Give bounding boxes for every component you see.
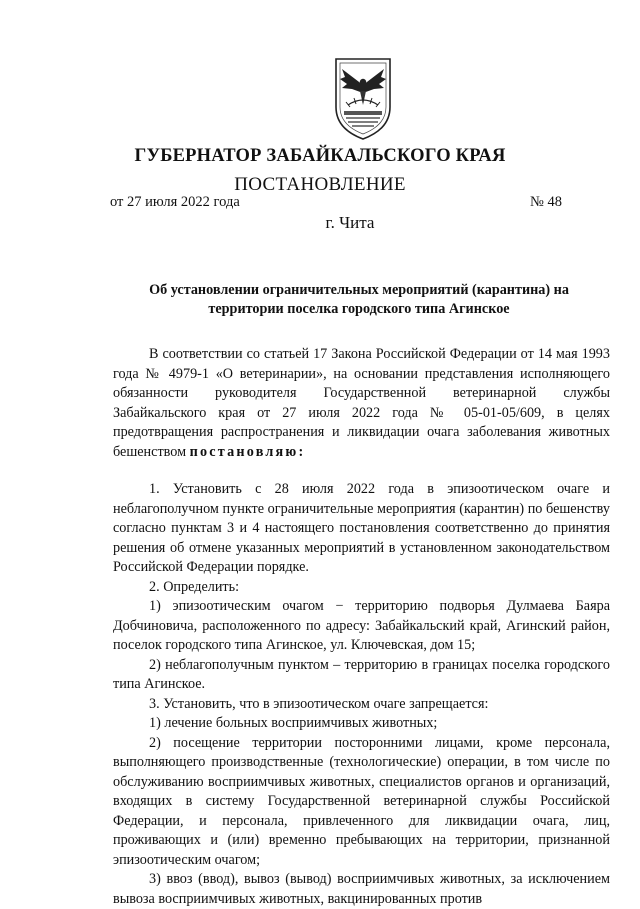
clause-3-1: 1) лечение больных восприимчивых животных;	[149, 715, 438, 731]
clause-2-2: 2) неблагополучным пунктом – территорию в границах поселка городского типа Агинское.	[113, 656, 610, 692]
document-number: № 48	[530, 194, 562, 210]
coat-of-arms-emblem	[328, 55, 398, 141]
document-type: ПОСТАНОВЛЕНИЕ	[234, 174, 406, 195]
decree-word: постановляю:	[189, 443, 306, 460]
clause-2: 2. Определить:	[149, 578, 240, 595]
document-city: г. Чита	[325, 213, 375, 232]
preamble-text: В соответствии со статьей 17 Закона Российской Федерации от 14 мая 1993 года № 4979-1 «О ветеринарии», на основании представления исполняющего обязанности руководителя Государственной ветеринарной службы Забайкальского края от 27 июля 2022 года № 05-01-05/609, в целях предотвращения распространения и ликвидации очага заболевания животных бешенством	[113, 346, 610, 460]
clause-3: 3. Установить, что в эпизоотическом очаге запрещается:	[149, 695, 489, 712]
issuer-title: ГУБЕРНАТОР ЗАБАЙКАЛЬСКОГО КРАЯ	[134, 146, 506, 166]
clause-2-1: 1) эпизоотическим очагом − территорию подворья Дулмаева Баяра Добчиновича, расположенного по адресу: Забайкальский край, Агинский район, поселок городского типа Агинское, ул. Ключевская, дом 15;	[113, 598, 610, 653]
document-body	[113, 345, 610, 909]
clause-3-3: 3) ввоз (ввод), вывоз (вывод) восприимчивых животных, за исключением вывоза восприимчивых животных, вакцинированных против	[113, 871, 610, 907]
document-subject: Об установлении ограничительных мероприятий (карантина) на территории поселка городского типа Агинское	[149, 282, 569, 317]
document-date: от 27 июля 2022 года	[110, 194, 240, 210]
clause-1: 1. Установить с 28 июля 2022 года в эпизоотическом очаге и неблагополучном пункте ограничительные мероприятия (карантин) по бешенству согласно пунктам 3 и 4 настоящего постановления соответственно до принятия решения об отмене указанных мероприятий в установленном законодательством Российской Федерации порядке.	[113, 481, 610, 575]
preamble-paragraph	[113, 345, 610, 462]
clause-3-2: 2) посещение территории посторонними лицами, кроме персонала, выполняющего производственные (технологические) операции, в том числе по обслуживанию восприимчивых животных, специалистов органов и организаций, входящих в систему Государственной ветеринарной службы Российской Федерации, и персонала, привлеченного для ликвидации очага, лиц, проживающих и (или) временно пребывающих на территории, признанной эпизоотическим очагом;	[113, 734, 610, 868]
